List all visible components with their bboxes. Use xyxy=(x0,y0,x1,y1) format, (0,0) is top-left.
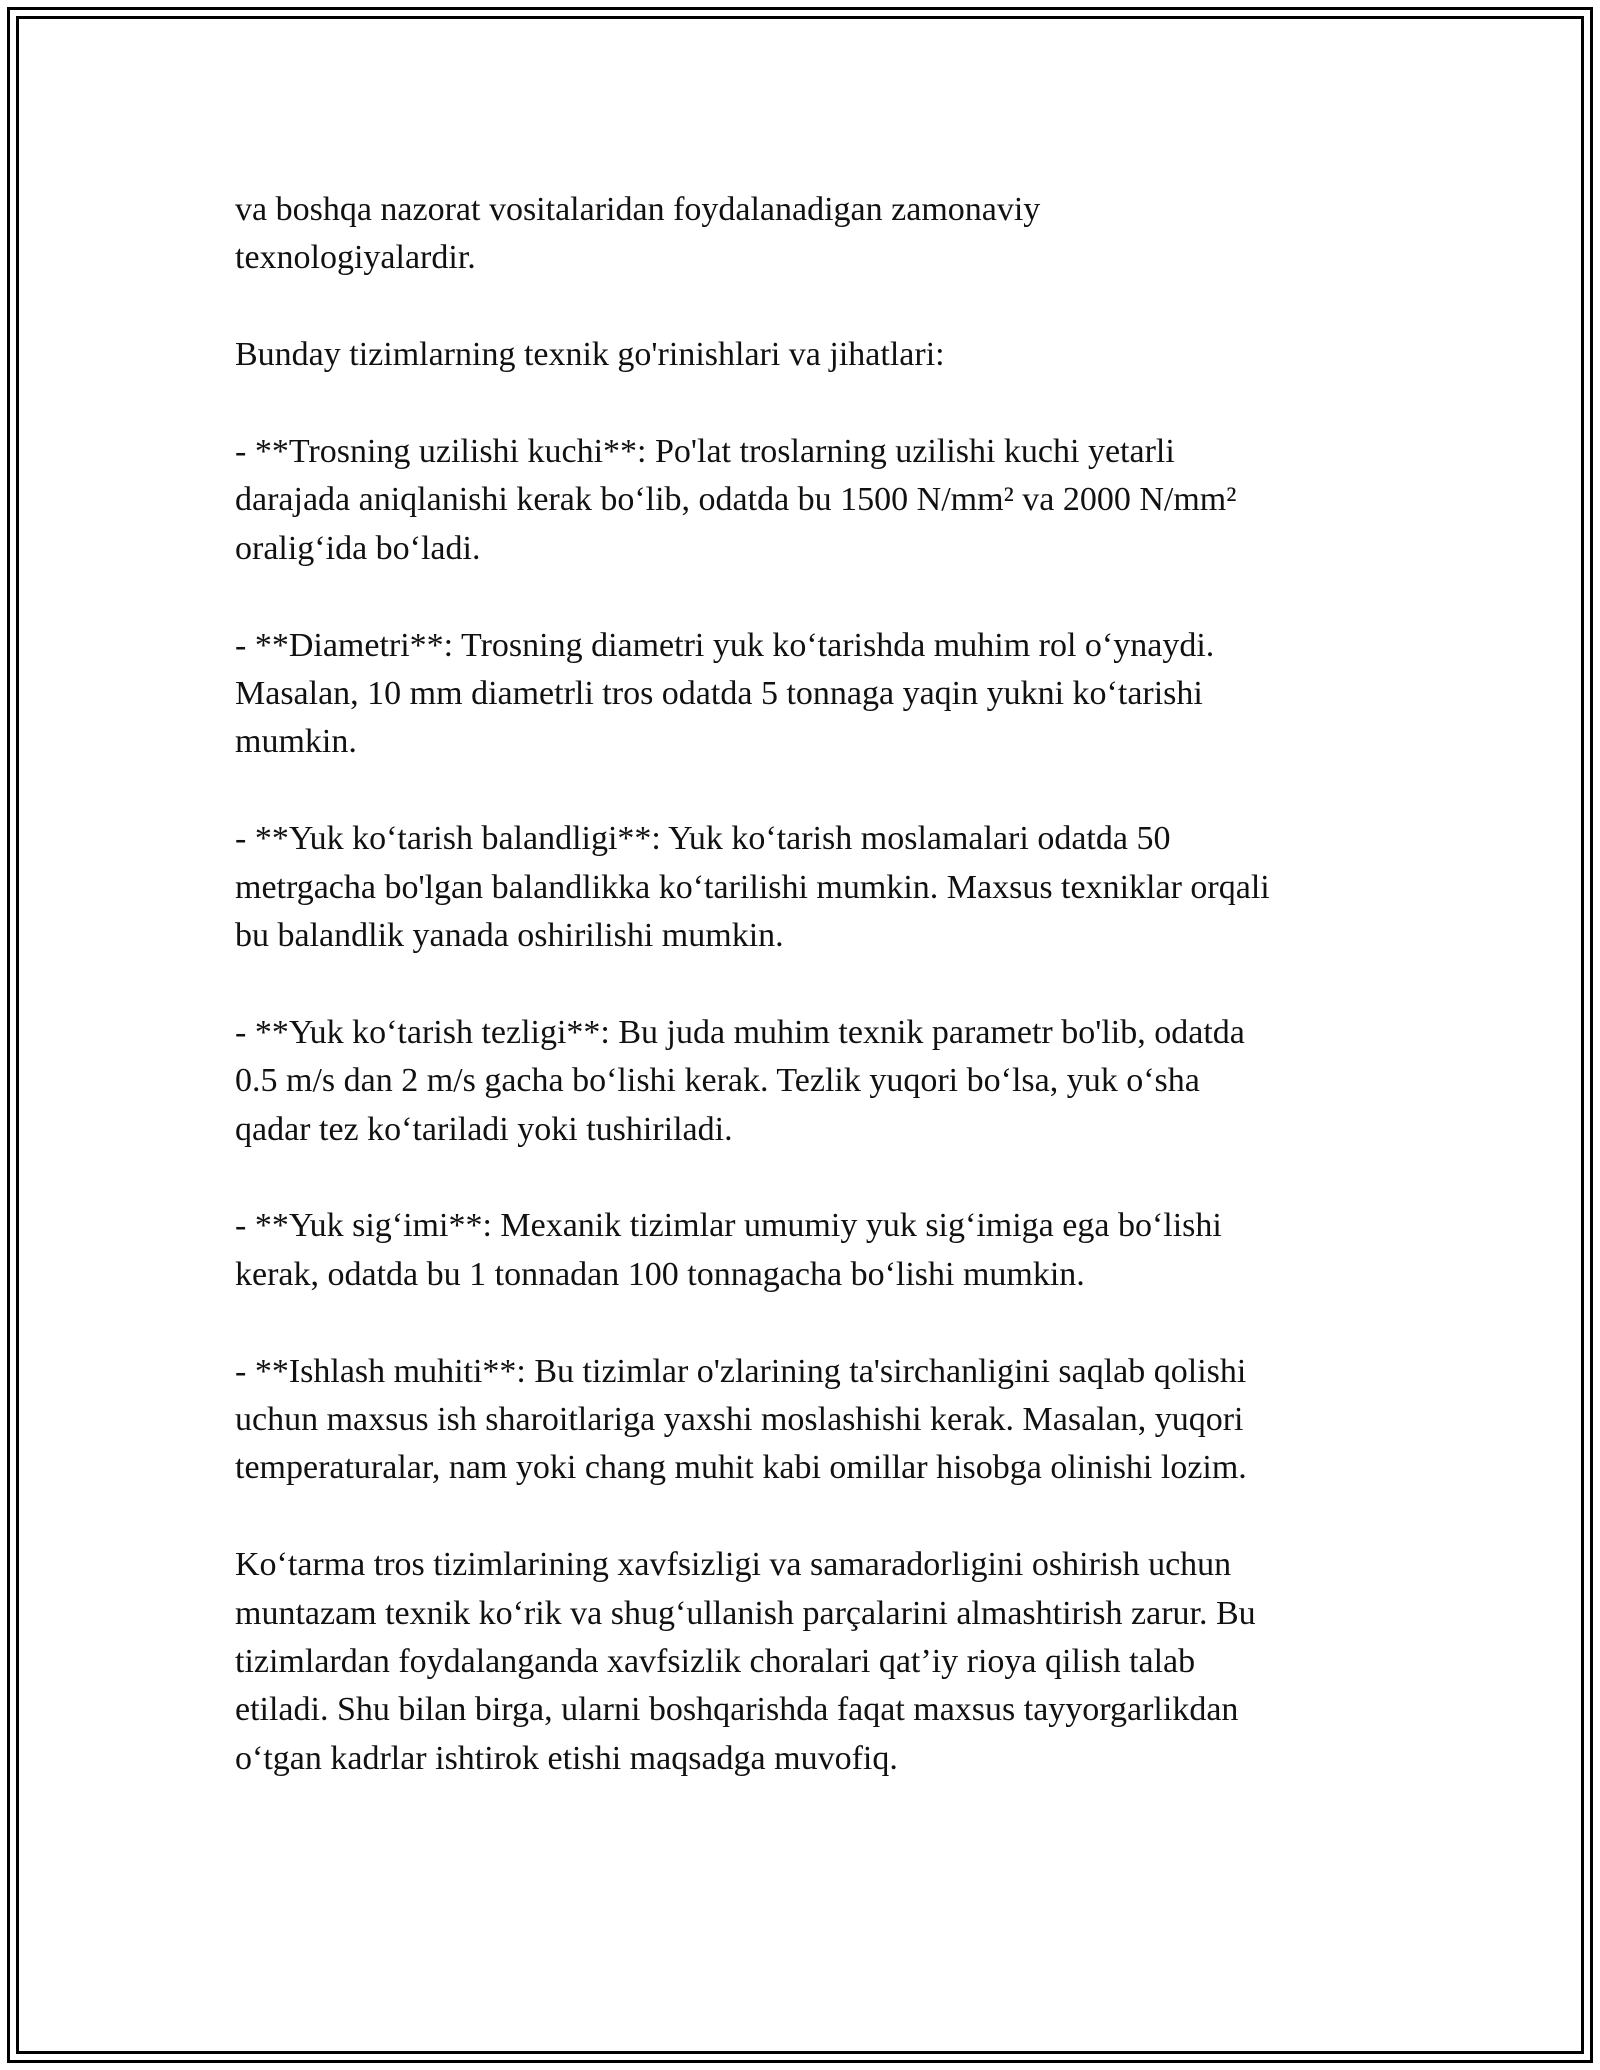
list-item-lifting-height: - **Yuk ko‘tarish balandligi**: Yuk ko‘tarish moslamalari odatda 50 metrgacha bo'lgan balandlikka ko‘tarilishi mumkin. Maxsus texniklar orqali bu balandlik yanada oshirilishi mumkin. xyxy=(235,820,1270,955)
list-item-load-capacity: - **Yuk sig‘imi**: Mexanik tizimlar umumiy yuk sig‘imiga ega bo‘lishi kerak, odatda bu 1 tonnadan 100 tonnagacha bo‘lishi mumkin. xyxy=(235,1207,1222,1293)
paragraph-intro-continuation: va boshqa nazorat vositalaridan foydalanadigan zamonaviy texnologiyalardir. xyxy=(235,191,1041,277)
paragraph-heading-aspects: Bunday tizimlarning texnik go'rinishlari va jihatlari: xyxy=(235,336,945,374)
list-item-lifting-speed: - **Yuk ko‘tarish tezligi**: Bu juda muhim texnik parametr bo'lib, odatda 0.5 m/s dan 2 m/s gacha bo‘lishi kerak. Tezlik yuqori bo‘lsa, yuk o‘sha qadar tez ko‘tariladi yoki tushiriladi. xyxy=(235,1013,1245,1148)
list-item-breaking-strength: - **Trosning uzilishi kuchi**: Po'lat troslarning uzilishi kuchi yetarli darajada aniqlanishi kerak bo‘lib, odatda bu 1500 N/mm² va 2000 N/mm² oralig‘ida bo‘ladi. xyxy=(235,433,1237,567)
list-item-operating-environment: - **Ishlash muhiti**: Bu tizimlar o'zlarining ta'sirchanligini saqlab qolishi uchun maxsus ish sharoitlariga yaxshi moslashishi kerak. Masalan, yuqori temperaturalar, nam yoki chang muhit kabi omillar hisobga olinishi lozim. xyxy=(235,1352,1247,1487)
document-body xyxy=(235,186,1365,1783)
list-item-diameter: - **Diametri**: Trosning diametri yuk ko‘tarishda muhim rol o‘ynaydi. Masalan, 10 mm diametrli tros odatda 5 tonnaga yaqin yukni ko‘tarishi mumkin. xyxy=(235,626,1215,761)
paragraph-conclusion: Ko‘tarma tros tizimlarining xavfsizligi va samaradorligini oshirish uchun muntazam texnik ko‘rik va shug‘ullanish parçalarini almashtirish zarur. Bu tizimlardan foydalanganda xavfsizlik choralari qat’iy rioya qilish talab etiladi. Shu bilan birga, ularni boshqarishda faqat maxsus tayyorgarlikdan o‘tgan kadrlar ishtirok etishi maqsadga muvofiq. xyxy=(235,1546,1256,1777)
